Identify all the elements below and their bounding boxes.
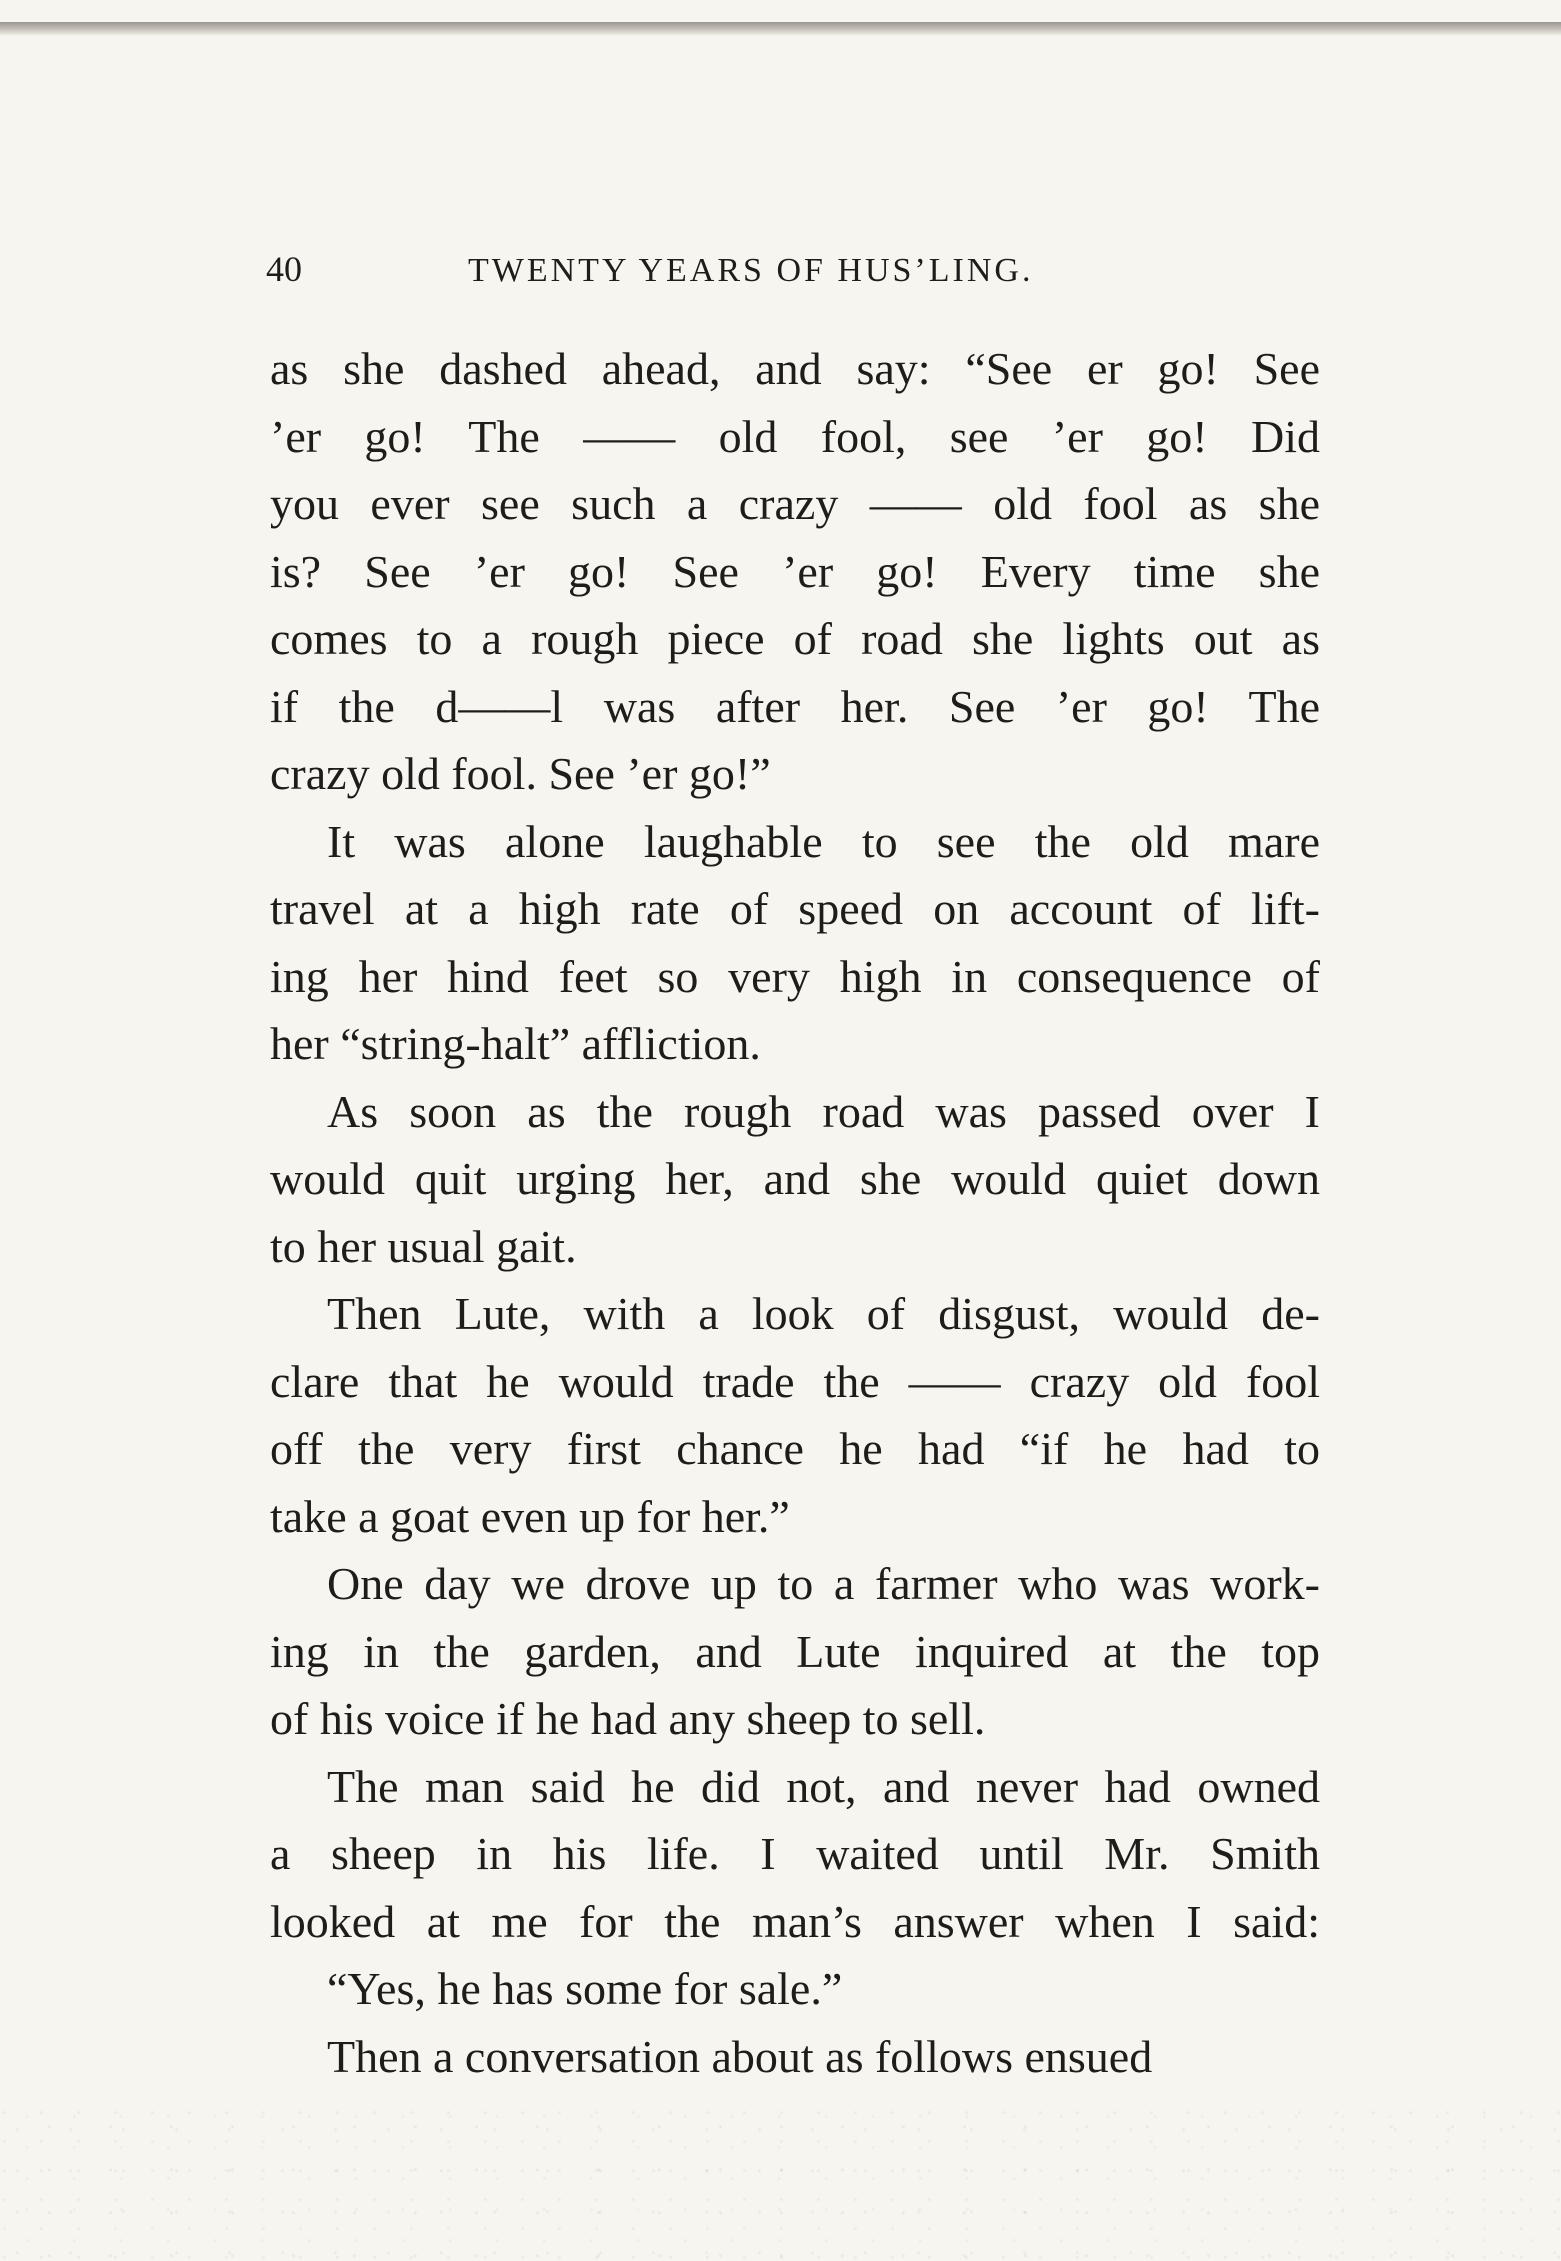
page-header [266,248,1316,308]
text-line: “Yes, he has some for sale.” [327,1963,843,2014]
text-line: ’er go! The —— old fool, see ’er go! Did [270,410,1320,462]
text-line: as she dashed ahead, and say: “See er go! See [270,343,1320,394]
text-line: ing in the garden, and Lute inquired at the top [270,1625,1320,1677]
text-line: It was alone laughable to see the old mare [327,815,1320,867]
text-line: a sheep in his life. I waited until Mr. Smith [270,1828,1320,1879]
text-line: looked at me for the man’s answer when I said: [270,1895,1320,1947]
text-line: you ever see such a crazy —— old fool as she [270,478,1320,529]
text-line: of his voice if he had any sheep to sell. [270,1693,986,1744]
text-line: is? See ’er go! See ’er go! Every time she [270,545,1320,597]
text-line: Then a conversation about as follows ensued [327,2030,1153,2082]
text-line: crazy old fool. See ’er go!” [270,748,771,799]
text-line: ing her hind feet so very high in consequence of [270,950,1320,1002]
page-number: 40 [266,249,302,289]
text-line: take a goat even up for her.” [270,1490,790,1542]
paper-speckle [0,2101,1561,2261]
text-line: Then Lute, with a look of disgust, would de- [327,1288,1320,1339]
text-line: comes to a rough piece of road she lights out as [270,613,1320,664]
text-line: clare that he would trade the —— crazy old fool [270,1355,1320,1407]
running-head: TWENTY YEARS OF HUS’LING. [468,252,1034,289]
text-line: The man said he did not, and never had owned [327,1760,1320,1812]
text-line: off the very first chance he had “if he had to [270,1423,1320,1474]
text-line: would quit urging her, and she would quiet down [270,1153,1320,1204]
text-line: if the d——l was after her. See ’er go! The [270,680,1320,732]
text-line: travel at a high rate of speed on account of lift- [270,883,1320,934]
text-line: One day we drove up to a farmer who was work- [327,1558,1320,1609]
page-top-edge [0,22,1561,36]
text-line: As soon as the rough road was passed over I [327,1085,1320,1137]
text-line: her “string-halt” affliction. [270,1018,761,1069]
body-text [270,335,1320,2090]
text-line: to her usual gait. [270,1220,577,1272]
